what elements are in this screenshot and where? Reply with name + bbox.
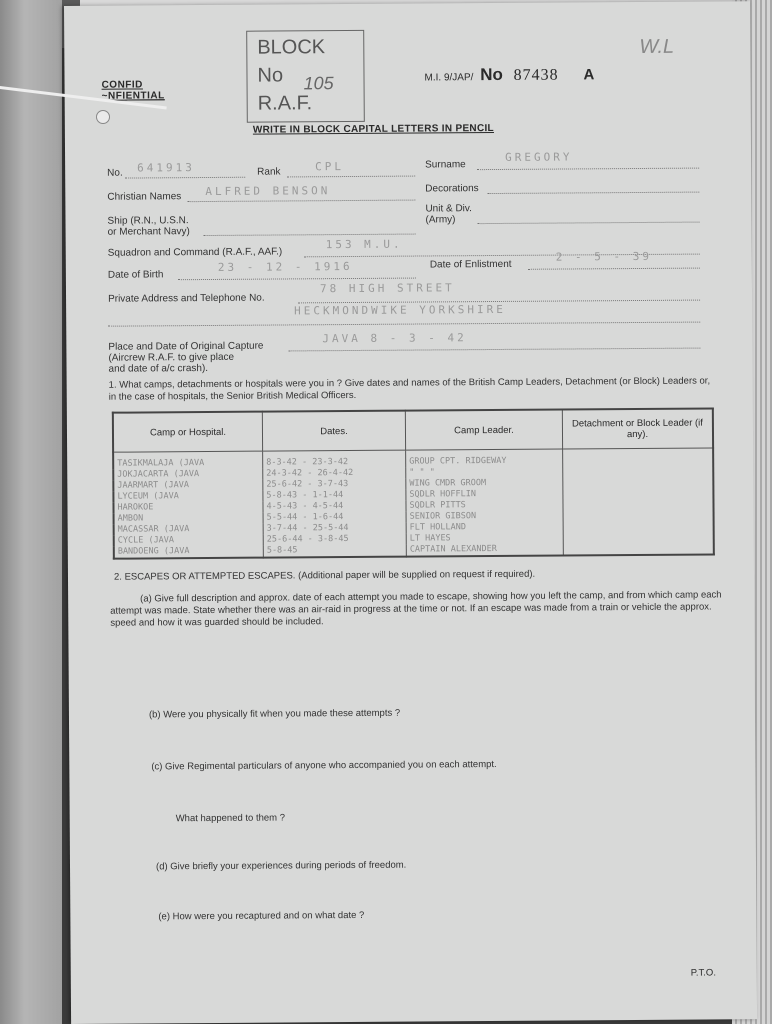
camp-cell: CYCLE (JAVA (114, 535, 264, 547)
christian-names-line (187, 200, 415, 203)
ship-line (204, 234, 416, 236)
address-line-2 (108, 322, 700, 327)
enlistment-line (528, 268, 700, 270)
no-value: 641913 (137, 161, 195, 175)
question-2c: (c) Give Regimental particulars of anyone who accompanied you on each attempt. (151, 758, 497, 773)
detachment-leader-cell (563, 542, 714, 555)
christian-names-value: ALFRED BENSON (205, 184, 331, 199)
camp-leader-cell: SENIOR GIBSON (406, 511, 563, 523)
capture-label-line-3: and date of a/c crash). (108, 363, 209, 375)
address-value-1: 78 HIGH STREET (319, 281, 455, 296)
camp-leader-cell: SQDLR HOFFLIN (406, 489, 563, 501)
reference-code: M.I. 9/JAP/ (424, 72, 474, 84)
stamp-number: 105 (303, 73, 334, 94)
surname-line (477, 168, 699, 171)
ship-label-line-1: Ship (R.N., U.S.N. (107, 215, 189, 227)
corner-handwritten-note: W.L (639, 35, 675, 58)
surname-label: Surname (425, 159, 466, 171)
please-turn-over: P.T.O. (690, 967, 716, 979)
capture-value: JAVA 8 - 3 - 42 (322, 331, 467, 346)
stamp-line-1: BLOCK (257, 36, 326, 59)
serial-block (424, 64, 594, 85)
unit-line (478, 222, 700, 225)
question-2-heading: 2. ESCAPES OR ATTEMPTED ESCAPES. (Additional paper will be supplied on request if required). (113, 568, 536, 583)
no-line (125, 177, 245, 179)
camp-leader-cell: WING CMDR GROOM (406, 478, 563, 490)
decorations-label: Decorations (425, 183, 479, 195)
camp-cell: JOKJACARTA (JAVA (113, 469, 263, 481)
decorations-line (487, 192, 699, 194)
squadron-value: 153 M.U. (325, 237, 403, 252)
folder-binding (0, 0, 62, 1024)
camp-leader-cell: CAPTAIN ALEXANDER (406, 544, 563, 557)
unit-label-line-2: (Army) (425, 214, 456, 226)
camp-leader-cell: GROUP CPT. RIDGEWAY (406, 449, 563, 468)
capture-label (108, 341, 263, 375)
unit-label-line-1: Unit & Div. (425, 203, 472, 215)
table-header-row (113, 408, 713, 452)
dates-cell: 4-5-43 - 4-5-44 (263, 501, 406, 513)
number-symbol: No (480, 64, 503, 85)
question-2c-followup: What happened to them ? (175, 812, 286, 825)
punch-hole (96, 110, 110, 124)
dates-cell: 24-3-42 - 26-4-42 (263, 468, 406, 480)
date-of-birth-label: Date of Birth (107, 269, 164, 281)
camp-cell: HAROKOE (113, 502, 263, 514)
column-header-dates: Dates. (262, 411, 405, 451)
unit-label (425, 203, 472, 225)
rank-line (287, 176, 415, 178)
document-sheet (64, 1, 757, 1024)
classification-line-2: ~NFIENTIAL (101, 90, 165, 102)
address-label: Private Address and Telephone No. (108, 292, 265, 305)
camp-cell: JAARMART (JAVA (113, 480, 263, 492)
address-value-2: HECKMONDWIKE YORKSHIRE (294, 302, 506, 318)
classification-mark (102, 79, 165, 101)
camp-cell: TASIKMALAJA (JAVA (113, 451, 263, 470)
question-2e: (e) How were you recaptured and on what date ? (158, 909, 365, 923)
camp-leader-cell: SQDLR PITTS (406, 500, 563, 512)
rank-label: Rank (257, 166, 281, 178)
squadron-label: Squadron and Command (R.A.F., AAF.) (107, 246, 283, 259)
no-label: No. (107, 167, 123, 179)
column-header-detachment-leader: Detachment or Block Leader (if any). (562, 408, 713, 449)
dates-cell: 3-7-44 - 25-5-44 (263, 523, 406, 535)
question-1: 1. What camps, detachments or hospitals were you in ? Give dates and names of the British Camp Leaders, Detachment (or Block) Leaders or, in the case of hospitals, the Senior British Medical Officers. (108, 375, 711, 403)
camp-leader-cell: LT HAYES (406, 533, 563, 545)
dates-cell: 25-6-44 - 3-8-45 (263, 534, 406, 546)
instruction-heading: WRITE IN BLOCK CAPITAL LETTERS IN PENCIL (252, 123, 494, 136)
column-header-camp: Camp or Hospital. (113, 412, 263, 453)
serial-number: 87438 (513, 66, 559, 84)
date-of-birth-line (178, 278, 416, 281)
enlistment-label: Date of Enlistment (429, 258, 512, 271)
camp-cell: MACASSAR (JAVA (114, 524, 264, 536)
dates-cell: 8-3-42 - 23-3-42 (263, 450, 406, 468)
camp-leader-cell: FLT HOLLAND (406, 522, 563, 534)
stamp-line-3: R.A.F. (257, 92, 313, 115)
camp-cell: BANDOENG (JAVA (114, 546, 264, 559)
dates-cell: 25-6-42 - 3-7-43 (263, 479, 406, 491)
camp-cell: LYCEUM (JAVA (113, 491, 263, 503)
enlistment-value: 2 - 5 - 39 (555, 249, 653, 264)
date-of-birth-value: 23 - 12 - 1916 (217, 259, 353, 274)
camp-leader-cell: " " " (406, 467, 563, 479)
dates-cell: 5-5-44 - 1-6-44 (263, 512, 406, 524)
serial-suffix: A (583, 66, 595, 84)
camps-table (112, 407, 715, 559)
dates-cell: 5-8-45 (263, 545, 406, 558)
capture-line (288, 348, 700, 352)
capture-label-line-2: (Aircrew R.A.F. to give place (108, 351, 235, 364)
surname-value: GREGORY (505, 150, 573, 164)
classification-line-1: CONFID (101, 79, 143, 91)
capture-label-line-1: Place and Date of Original Capture (108, 340, 264, 353)
block-stamp (246, 30, 365, 123)
christian-names-label: Christian Names (107, 191, 182, 203)
column-header-camp-leader: Camp Leader. (405, 410, 562, 451)
camp-cell: AMBON (114, 513, 264, 525)
question-2b: (b) Were you physically fit when you made these attempts ? (148, 707, 401, 721)
ship-label (107, 215, 189, 238)
stamp-line-2: No (257, 64, 284, 87)
ship-label-line-2: or Merchant Navy) (107, 226, 190, 238)
dates-cell: 5-8-43 - 1-1-44 (263, 490, 406, 502)
question-2d: (d) Give briefly your experiences during periods of freedom. (155, 859, 407, 873)
camps-table-body (113, 448, 714, 559)
rank-value: CPL (315, 160, 345, 174)
detachment-leader-cell (563, 448, 714, 467)
question-2a: (a) Give full description and approx. date of each attempt you made to escape, showing how you left the camp, and from which camp each attempt was made. State whether there was an air-raid in progress at the time or not. If an escape was made from a train or vehicle the approx. speed and how it was guarded should be included. (110, 589, 722, 629)
